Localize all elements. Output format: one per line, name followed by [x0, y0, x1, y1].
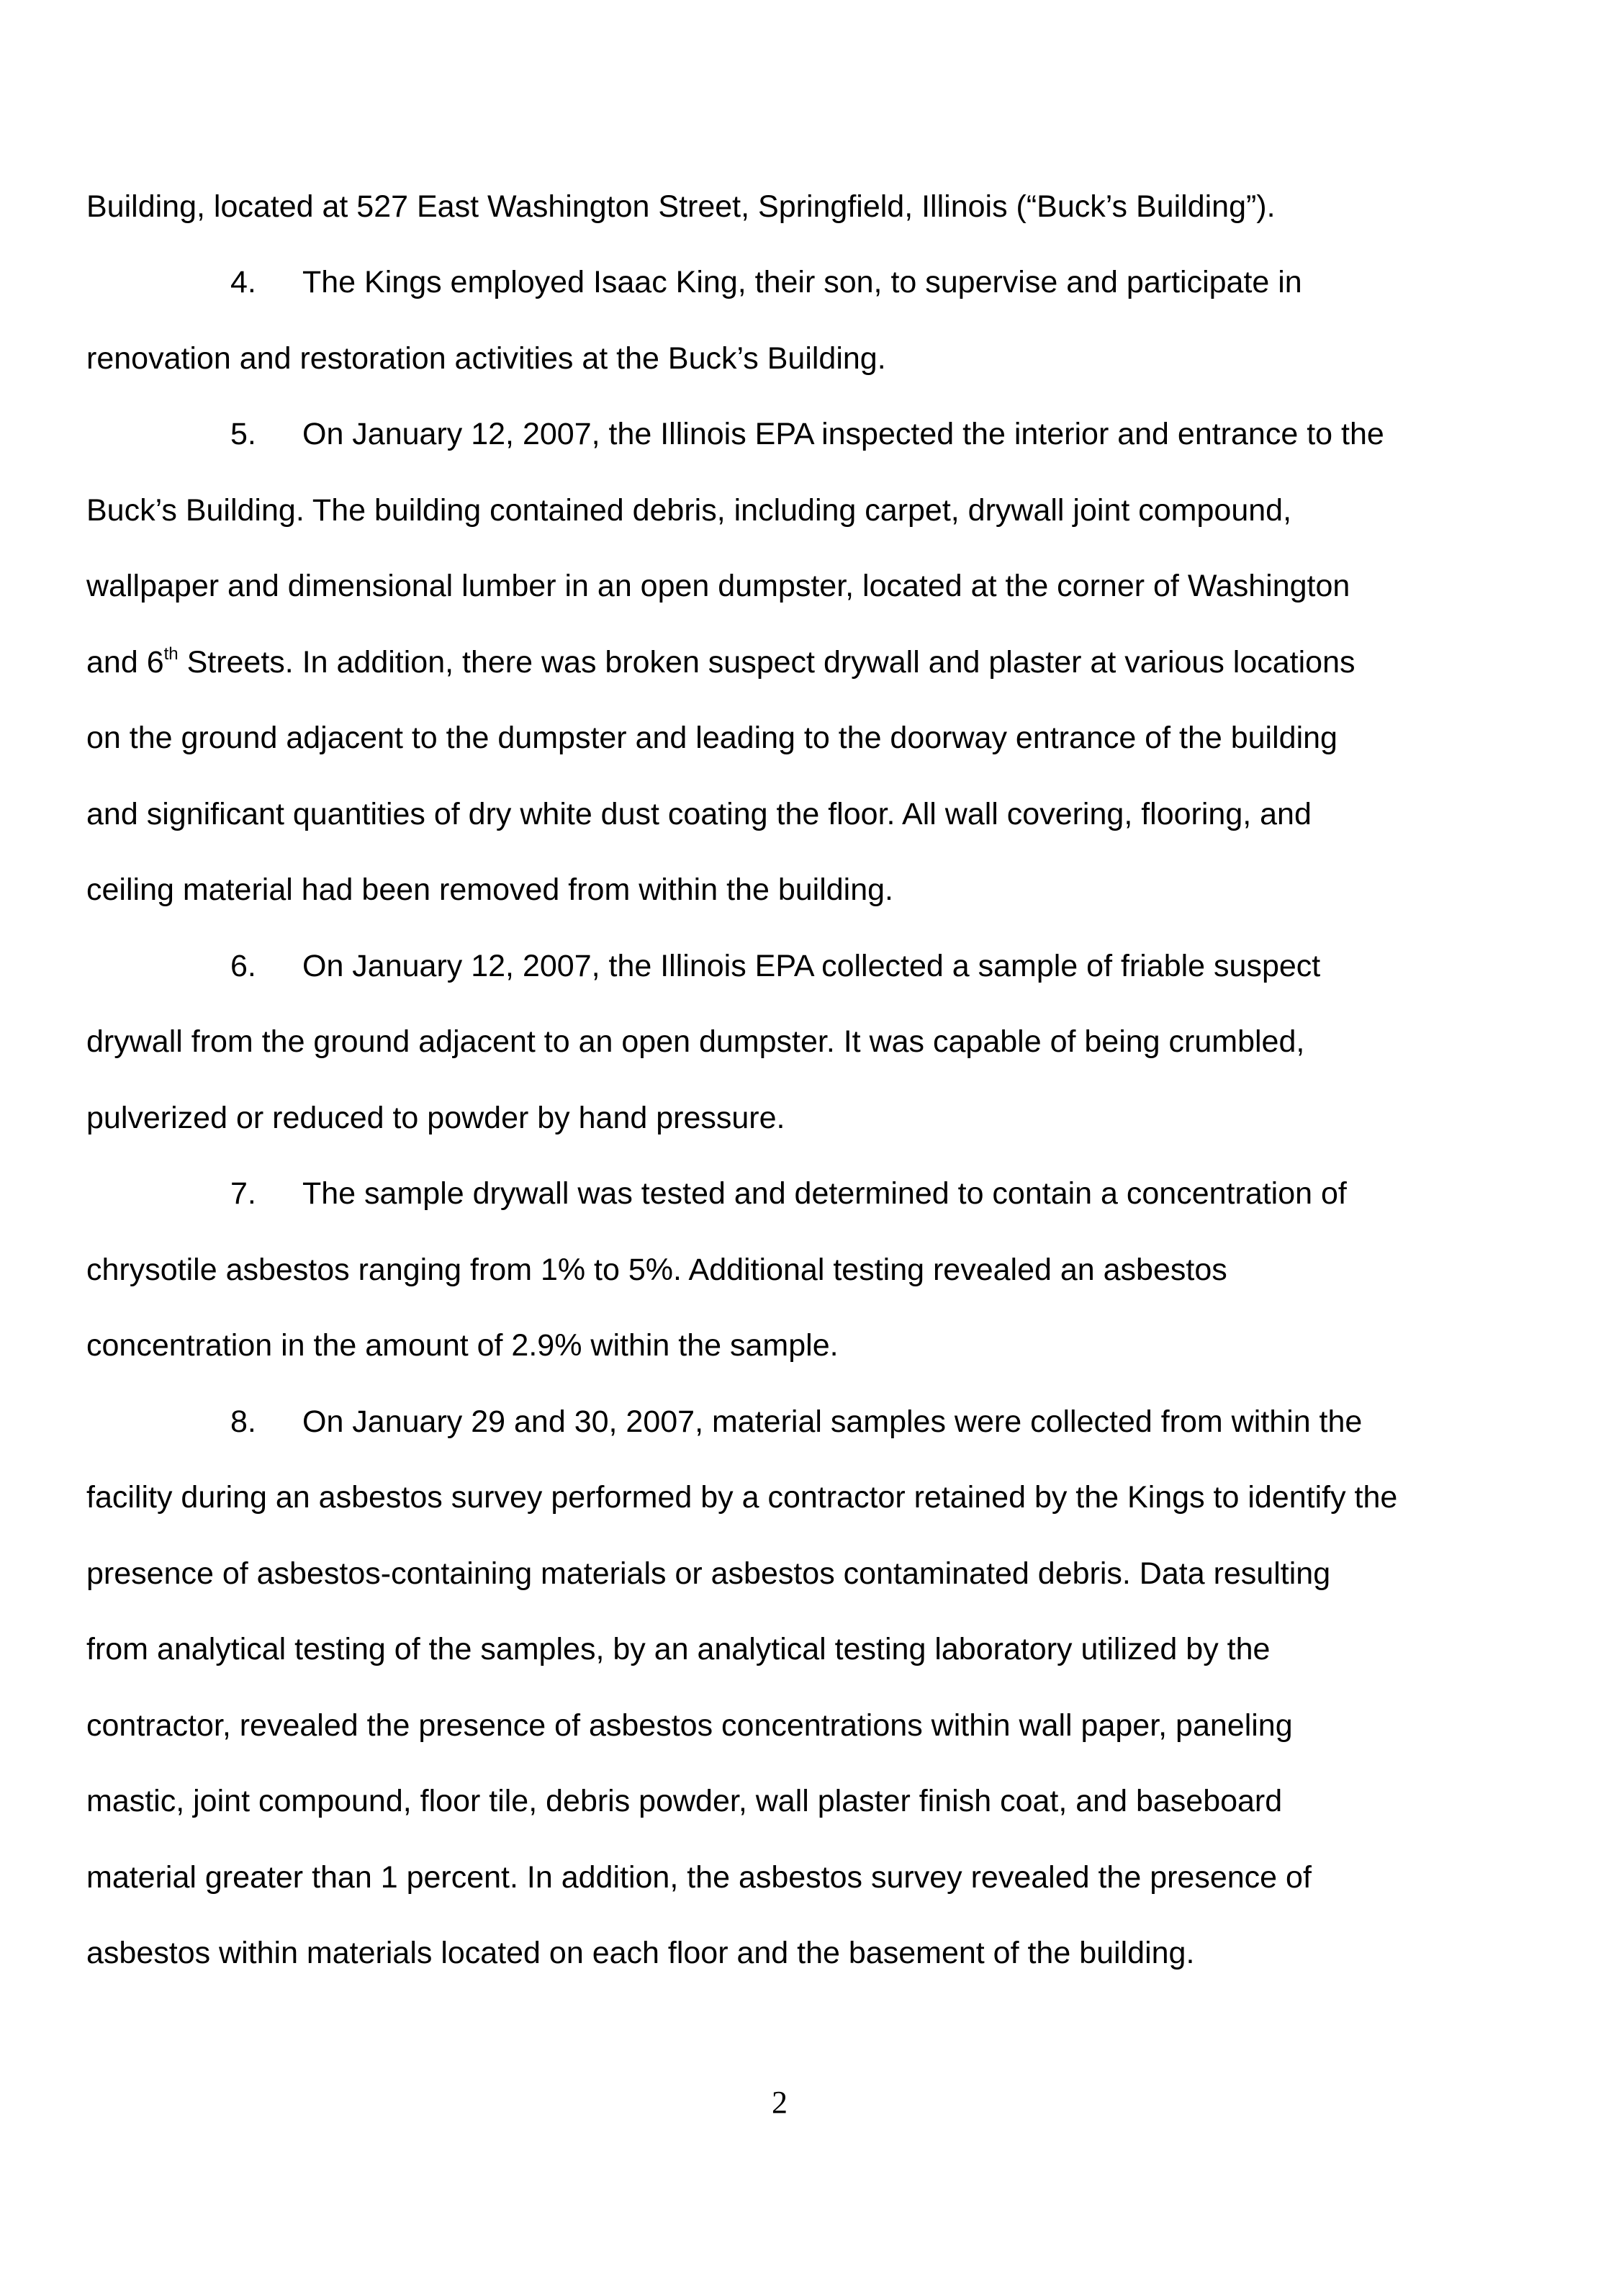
paragraph-line: presence of asbestos-containing materials or asbestos contaminated debris. Data resulting — [86, 1556, 1331, 1591]
paragraph-line: contractor, revealed the presence of asbestos concentrations within wall paper, paneling — [86, 1708, 1293, 1743]
paragraph-line: on the ground adjacent to the dumpster and leading to the doorway entrance of the building — [86, 721, 1337, 755]
paragraph-line: mastic, joint compound, floor tile, debris powder, wall plaster finish coat, and baseboard — [86, 1784, 1283, 1818]
paragraph-line: wallpaper and dimensional lumber in an open dumpster, located at the corner of Washington — [86, 569, 1350, 603]
paragraph-line: facility during an asbestos survey performed by a contractor retained by the Kings to identify the — [86, 1480, 1398, 1515]
paragraph-line: concentration in the amount of 2.9% within the sample. — [86, 1328, 839, 1363]
paragraph-line: material greater than 1 percent. In addition, the asbestos survey revealed the presence of — [86, 1860, 1312, 1895]
paragraph-line: renovation and restoration activities at the Buck’s Building. — [86, 341, 886, 376]
paragraph-line: asbestos within materials located on each floor and the basement of the building. — [86, 1936, 1195, 1970]
paragraph-line: Buck’s Building. The building contained debris, including carpet, drywall joint compound, — [86, 493, 1292, 528]
paragraph-number: 7. — [230, 1176, 256, 1211]
text: Streets. In addition, there was broken suspect drywall and plaster at various locations — [178, 645, 1355, 680]
paragraph-line — [86, 644, 1355, 680]
paragraph-line: The Kings employed Isaac King, their son, to supervise and participate in — [302, 265, 1302, 299]
paragraph-line: On January 12, 2007, the Illinois EPA collected a sample of friable suspect — [302, 949, 1321, 983]
paragraph-line: and significant quantities of dry white dust coating the floor. All wall covering, flooring, and — [86, 797, 1312, 831]
paragraph-number: 4. — [230, 265, 256, 299]
paragraph-line: pulverized or reduced to powder by hand pressure. — [86, 1101, 785, 1135]
page-number: 2 — [772, 2085, 788, 2120]
paragraph-line: ceiling material had been removed from within the building. — [86, 872, 894, 907]
paragraph-number: 6. — [230, 949, 256, 983]
paragraph-line: The sample drywall was tested and determined to contain a concentration of — [302, 1176, 1347, 1211]
paragraph-line: drywall from the ground adjacent to an open dumpster. It was capable of being crumbled, — [86, 1024, 1305, 1059]
paragraph-line: Building, located at 527 East Washington Street, Springfield, Illinois (“Buck’s Building”). — [86, 189, 1276, 224]
paragraph-number: 8. — [230, 1404, 256, 1439]
text: and 6 — [86, 645, 164, 680]
paragraph-number: 5. — [230, 417, 256, 451]
paragraph-line: On January 12, 2007, the Illinois EPA inspected the interior and entrance to the — [302, 417, 1384, 451]
paragraph-line: from analytical testing of the samples, by an analytical testing laboratory utilized by the — [86, 1632, 1271, 1666]
paragraph-line: chrysotile asbestos ranging from 1% to 5%. Additional testing revealed an asbestos — [86, 1253, 1227, 1287]
paragraph-line: On January 29 and 30, 2007, material samples were collected from within the — [302, 1404, 1363, 1439]
superscript: th — [163, 644, 179, 664]
